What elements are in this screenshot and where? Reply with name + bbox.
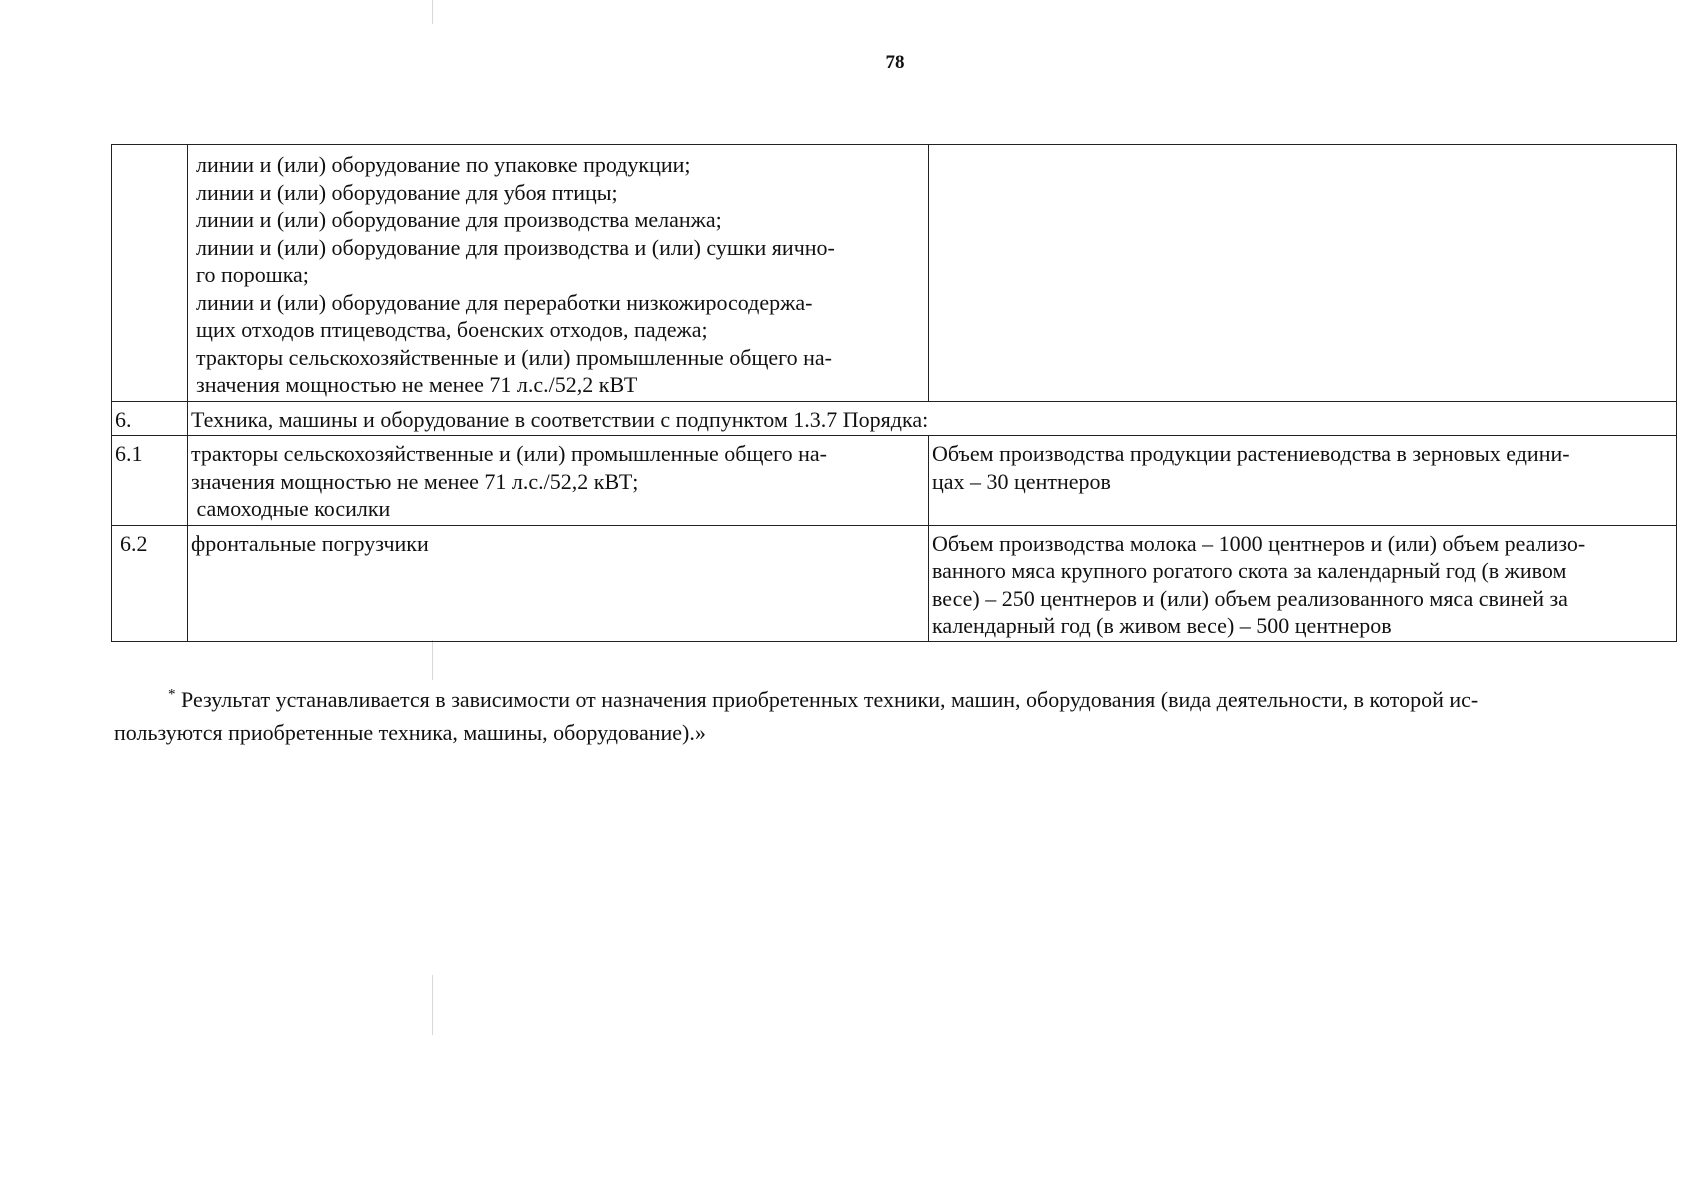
result-cell [929, 436, 1677, 526]
equipment-line: линии и (или) оборудование для производства меланжа; [196, 207, 722, 232]
result-line: ванного мяса крупного рогатого скота за календарный год (в живом [932, 558, 1567, 583]
table-row [112, 145, 1677, 402]
equipment-line: тракторы сельскохозяйственные и (или) промышленные общего на- [191, 441, 828, 466]
equipment-cell [188, 145, 929, 402]
equipment-line: значения мощностью не менее 71 л.с./52,2 кВТ [196, 372, 638, 397]
footnote [114, 683, 1674, 749]
result-line: цах – 30 центнеров [932, 468, 1111, 494]
footnote-line: пользуются приобретенные техника, машины, оборудование).» [114, 720, 706, 745]
table-row [112, 401, 1677, 436]
equipment-line: щих отходов птицеводства, боенских отходов, падежа; [196, 317, 708, 342]
result-line: Объем производства молока – 1000 центнеров и (или) объем реализо- [932, 530, 1586, 556]
result-cell [929, 525, 1677, 641]
equipment-table [111, 144, 1677, 642]
row-number-cell: 6.2 [112, 525, 188, 641]
table-row [112, 525, 1677, 641]
equipment-line: самоходные косилки [191, 496, 391, 521]
result-line: календарный год (в живом весе) – 500 центнеров [932, 613, 1392, 638]
row-number-cell: 6. [112, 401, 188, 436]
row-number-cell: 6.1 [112, 436, 188, 526]
scan-artifact-line [432, 975, 433, 1035]
footnote-line [114, 683, 1674, 716]
equipment-line: линии и (или) оборудование для переработки низкожиросодержа- [196, 289, 813, 315]
footnote-text: Результат устанавливается в зависимости от назначения приобретенных техники, машин, оборудования (вида деятельности, в которой ис- [181, 687, 1479, 712]
result-line: весе) – 250 центнеров и (или) объем реализованного мяса свиней за [932, 585, 1568, 611]
equipment-line: линии и (или) оборудование по упаковке продукции; [196, 152, 691, 177]
result-cell [929, 145, 1677, 402]
footnote-mark: * [168, 686, 176, 703]
equipment-line: значения мощностью не менее 71 л.с./52,2 кВТ; [191, 468, 639, 494]
table-row [112, 436, 1677, 526]
equipment-line: тракторы сельскохозяйственные и (или) промышленные общего на- [196, 344, 833, 370]
page-number: 78 [885, 52, 905, 73]
equipment-cell [188, 525, 929, 641]
scan-artifact-line [432, 640, 433, 680]
section-heading-cell: Техника, машины и оборудование в соответствии с подпунктом 1.3.7 Порядка: [188, 401, 1677, 436]
equipment-line: линии и (или) оборудование для убоя птицы; [196, 179, 618, 205]
result-line: Объем производства продукции растениеводства в зерновых едини- [932, 441, 1570, 466]
equipment-line: го порошка; [196, 262, 309, 287]
scan-artifact-line [432, 0, 433, 24]
row-number-cell [112, 145, 188, 402]
equipment-cell [188, 436, 929, 526]
equipment-line: линии и (или) оборудование для производства и (или) сушки яично- [196, 234, 835, 260]
equipment-line: фронтальные погрузчики [191, 530, 429, 556]
